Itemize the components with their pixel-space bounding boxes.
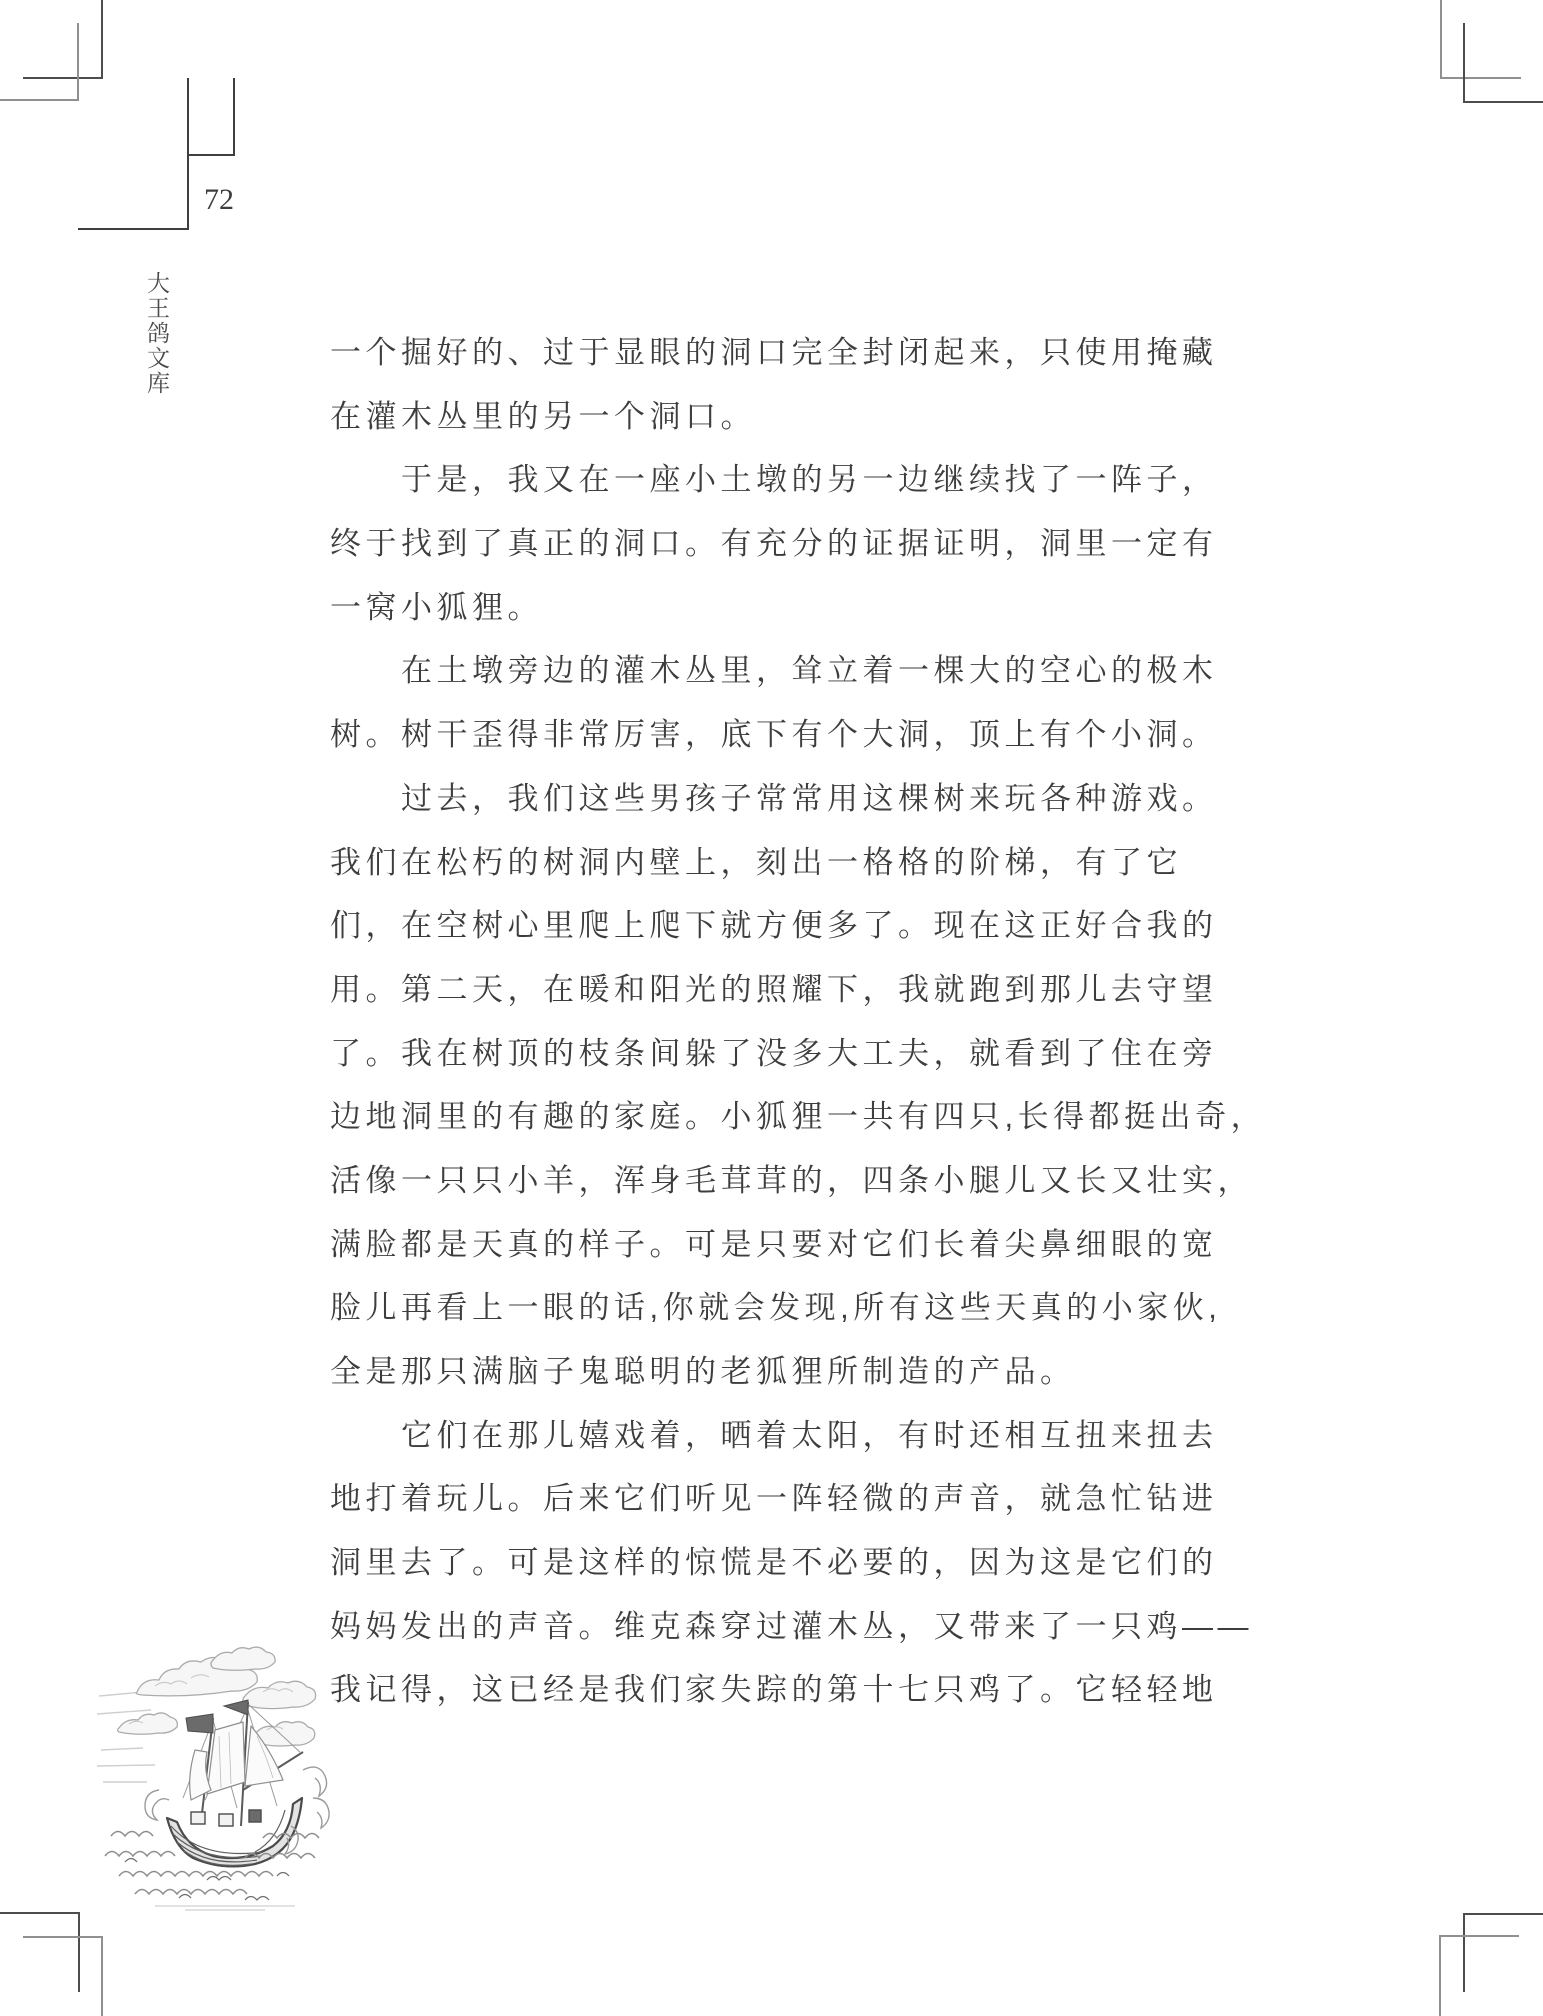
- crop-mark-bottom-left-outer-v: [78, 1912, 80, 1992]
- text-line: 了。我在树顶的枝条间躲了没多大工夫，就看到了住在旁: [330, 1035, 1218, 1071]
- text-line: 洞里去了。可是这样的惊慌是不必要的，因为这是它们的: [330, 1545, 1218, 1581]
- ship-illustration: [95, 1630, 357, 1912]
- text-line: 一个掘好的、过于显眼的洞口完全封闭起来，只使用掩藏: [330, 335, 1218, 370]
- crop-mark-top-right-outer-v: [1440, 0, 1442, 78]
- crop-mark-bottom-right-outer-h: [1463, 1913, 1543, 1915]
- text-line: 在土墩旁边的灌木丛里，耸立着一棵大的空心的极木: [401, 653, 1218, 689]
- text-line: 活像一只只小羊，浑身毛茸茸的，四条小腿儿又长又壮实，: [330, 1162, 1253, 1198]
- crop-mark-top-right-inner-h: [1463, 101, 1543, 103]
- text-line: 它们在那儿嬉戏着，晒着太阳，有时还相互扭来扭去: [401, 1417, 1218, 1453]
- crop-mark-bottom-left-inner-h: [23, 1936, 103, 1938]
- text-line: 过去，我们这些男孩子常常用这棵树来玩各种游戏。: [401, 780, 1218, 816]
- folio-bracket-line: [78, 228, 189, 230]
- text-line: 在灌木丛里的另一个洞口。: [330, 398, 756, 434]
- crop-mark-top-left-outer-h: [23, 77, 103, 79]
- crop-mark-top-right-outer-h: [1440, 77, 1521, 79]
- folio-bracket-line: [233, 78, 235, 156]
- text-line: 妈妈发出的声音。维克森穿过灌木丛，又带来了一只鸡——: [330, 1608, 1253, 1644]
- text-line: 终于找到了真正的洞口。有充分的证据证明，洞里一定有: [330, 526, 1218, 562]
- crop-mark-bottom-right-inner-v: [1439, 1935, 1441, 2016]
- text-line: 满脸都是天真的样子。可是只要对它们长着尖鼻细眼的宽: [330, 1226, 1218, 1262]
- body-text: [330, 321, 1267, 1722]
- folio-bracket-line: [187, 154, 235, 156]
- page-number: 72: [204, 183, 234, 216]
- text-line: 地打着玩儿。后来它们听见一阵轻微的声音，就急忙钻进: [330, 1481, 1218, 1517]
- text-line: 全是那只满脑子鬼聪明的老狐狸所制造的产品。: [330, 1354, 1076, 1389]
- crop-mark-bottom-left-outer-h: [0, 1912, 80, 1914]
- text-line: 用。第二天，在暖和阳光的照耀下，我就跑到那儿去守望: [330, 971, 1218, 1007]
- crop-mark-bottom-right-outer-v: [1463, 1913, 1465, 1992]
- text-line: 于是，我又在一座小土墩的另一边继续找了一阵子，: [401, 462, 1218, 498]
- text-line: 树。树干歪得非常厉害，底下有个大洞，顶上有个小洞。: [330, 717, 1218, 753]
- crop-mark-bottom-right-inner-h: [1439, 1935, 1519, 1937]
- crop-mark-bottom-left-inner-v: [101, 1936, 103, 2016]
- crop-mark-top-right-inner-v: [1463, 23, 1465, 103]
- crop-mark-top-left-inner-h: [0, 99, 79, 101]
- text-line: 我记得，这已经是我们家失踪的第十七只鸡了。它轻轻地: [330, 1672, 1218, 1708]
- crop-mark-top-left-outer-v: [101, 0, 103, 78]
- text-line: 我们在松朽的树洞内壁上，刻出一格格的阶梯，有了它: [330, 844, 1182, 880]
- text-line: 边地洞里的有趣的家庭。小狐狸一共有四只,长得都挺出奇，: [330, 1099, 1267, 1135]
- text-line: 们，在空树心里爬上爬下就方便多了。现在这正好合我的: [330, 908, 1218, 944]
- text-line: 脸儿再看上一眼的话,你就会发现,所有这些天真的小家伙,: [330, 1290, 1222, 1326]
- collection-label: 大王鸽文库: [144, 271, 170, 396]
- crop-mark-top-left-inner-v: [77, 23, 79, 101]
- text-line: 一窝小狐狸。: [330, 589, 543, 625]
